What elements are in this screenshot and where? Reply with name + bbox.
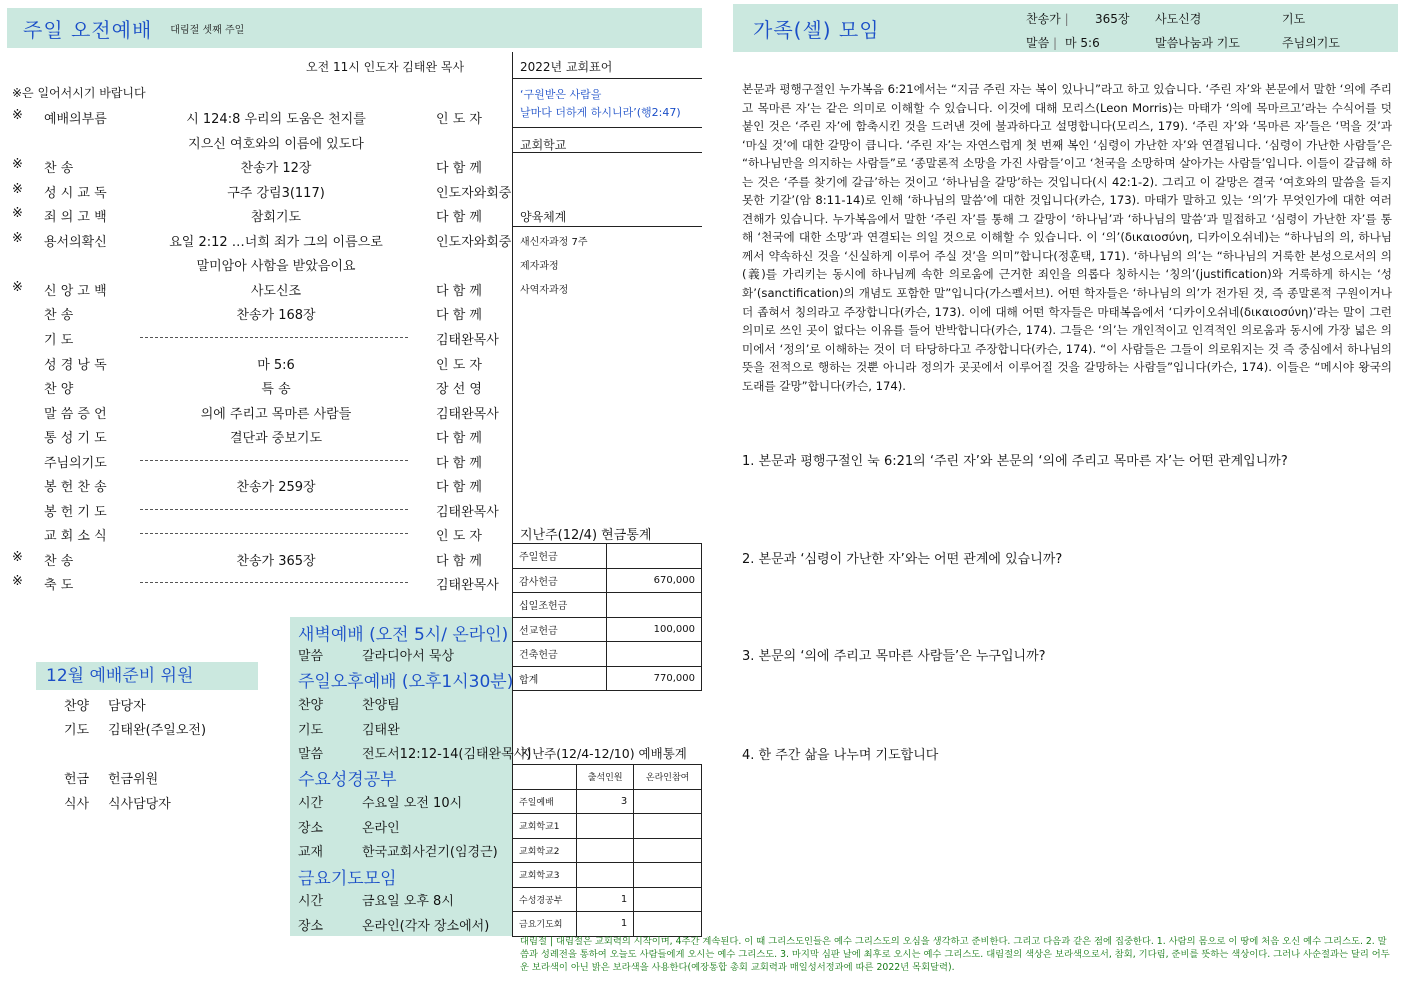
order-item-name: 찬 송: [44, 161, 74, 177]
advent-footnote: [520, 935, 1393, 974]
word-label: 말씀 |: [1026, 36, 1058, 50]
stand-mark: ※: [12, 574, 23, 590]
order-row: [0, 104, 510, 129]
dawn-value: 갈라디아서 묵상: [362, 649, 455, 664]
page-title: 주일 오전예배: [23, 17, 153, 42]
committee-role: 식사: [64, 797, 90, 812]
dash-line: [140, 582, 408, 583]
offering-row: [513, 666, 702, 691]
afternoon-value: 전도서12:12-14(김태완목사): [362, 747, 532, 762]
offering-label: 건축헌금: [513, 642, 607, 667]
order-item-leader: 인도자와회중: [436, 185, 512, 201]
order-item-leader: 다 함 께: [436, 553, 482, 569]
sharing: 말씀나눔과 기도: [1155, 36, 1240, 50]
order-item-leader: 인 도 자: [436, 112, 482, 127]
order-item-name: 통 성 기 도: [44, 431, 107, 447]
order-row: [0, 570, 510, 595]
page-subtitle: 대림절 셋째 주일: [170, 24, 245, 36]
offering-amount: 770,000: [607, 666, 702, 691]
attendance-label: 교회학교3: [513, 863, 577, 888]
course-item: 제자과정: [520, 261, 559, 272]
offering-label: 십일조헌금: [513, 593, 607, 618]
attendance-count: 3: [577, 789, 634, 814]
order-item-content: 찬송가 168장: [236, 308, 316, 324]
order-row: [0, 546, 510, 571]
offering-label: 선교헌금: [513, 617, 607, 642]
attendance-col-header: 온라인참여: [634, 765, 702, 790]
order-item-leader: 다 함 께: [436, 161, 482, 177]
attendance-online: [634, 789, 702, 814]
offering-amount: [607, 642, 702, 667]
order-row: [0, 521, 510, 546]
divider-nurture: [512, 226, 702, 227]
order-item-leader: 장 선 영: [436, 382, 482, 398]
order-item-content: 찬송가 12장: [240, 161, 312, 177]
order-row: [0, 423, 510, 448]
attendance-label: 주일예배: [513, 789, 577, 814]
offering-row: [513, 544, 702, 569]
attendance-col-header: 출석인원: [577, 765, 634, 790]
order-item-leader: 김태완목사: [436, 504, 499, 520]
motto-line-1: ‘구원받은 사람을: [520, 88, 602, 101]
attendance-title: 지난주(12/4-12/10) 예배통계: [520, 746, 687, 761]
wed-label: 교재: [298, 845, 324, 860]
order-item-name: 신 앙 고 백: [44, 283, 107, 299]
motto-line-2: 날마다 더하게 하시니라’(행2:47): [520, 106, 681, 119]
order-item-content: 요일 2:12 …너희 죄가 그의 이름으로: [169, 234, 383, 250]
fri-label: 장소: [298, 918, 324, 934]
order-row: [0, 448, 510, 473]
dash-line: [140, 509, 408, 510]
offering-title: 지난주(12/4) 현금통계: [520, 528, 652, 543]
order-item-leader: 김태완목사: [436, 578, 499, 594]
offering-amount: [607, 544, 702, 569]
order-item-content: 결단과 중보기도: [229, 431, 323, 447]
stand-mark: ※: [12, 108, 23, 123]
offering-row: [513, 642, 702, 667]
attendance-count: 1: [577, 887, 634, 912]
fri-value: 금요일 오후 8시: [362, 894, 454, 909]
attendance-count: 1: [577, 912, 634, 937]
order-row: [0, 497, 510, 522]
afternoon-label: 찬양: [298, 698, 324, 713]
fri-title: 금요기도모임: [298, 869, 397, 889]
order-item-name: 봉 헌 찬 송: [44, 480, 107, 496]
order-item-leader: 다 함 께: [436, 210, 482, 226]
order-item-name: 주님의기도: [44, 455, 107, 471]
committee-role: 헌금: [64, 772, 90, 787]
order-item-leader: 인도자와회중: [436, 234, 512, 250]
question-4: 4. 한 주간 삶을 나누며 기도합니다: [742, 748, 939, 763]
wed-value: 수요일 오전 10시: [362, 796, 463, 811]
attendance-row: [513, 912, 702, 937]
stand-mark: ※: [12, 230, 23, 246]
motto-title: 2022년 교회표어: [520, 60, 613, 74]
footnote-text: 대림절은 교회력의 시작이며, 4주간 계속된다. 이 때 그리스도인들은 예수 그리스도의 오심을 생각하고 준비한다. 그리고 다음과 같은 점에 집중한다. 1. 사람의 몸으로 이 땅에 처음 오신 예수 그리스도. 2. 말씀과 성례전을 통하여 오늘도 사람들에게 오시는 예수 그리스도. 3. 마지막 심판 날에 최후로 오시는 예수 그리스도. 대림절의 색상은 보라색으로서, 참회, 기다림, 준비를 뜻하는 색상이다. 그러나 사순절과는 달리 어두운 보라색이 아닌 밝은 보라색을 사용한다(예장통합 총회 교회력과 매일성서정과에 따른 2022년 목회달력).: [520, 936, 1390, 973]
dash-line: [140, 460, 408, 461]
stand-mark: ※: [12, 549, 23, 565]
attendance-online: [634, 838, 702, 863]
order-item-name: 봉 헌 기 도: [44, 504, 107, 520]
order-row: [0, 472, 510, 497]
afternoon-label: 기도: [298, 722, 324, 738]
wed-value: 한국교회사걷기(임경근): [362, 845, 498, 860]
wed-value: 온라인: [362, 820, 400, 836]
order-item-content: 찬송가 365장: [236, 553, 316, 569]
committee-role: 찬양: [64, 699, 90, 714]
prayer: 기도: [1282, 12, 1306, 26]
order-row: [0, 374, 510, 399]
order-item-content: 참회기도: [250, 210, 302, 226]
order-item-name: 교 회 소 식: [44, 529, 107, 545]
course-item: 사역자과정: [520, 285, 569, 296]
order-item-content: 시 124:8 우리의 도움은 천지를: [186, 112, 366, 127]
order-row: [0, 178, 510, 203]
dash-line: [140, 533, 408, 534]
afternoon-value: 찬양팀: [362, 698, 400, 713]
attendance-count: [577, 863, 634, 888]
order-item-content: 지으신 여호와의 이름에 있도다: [188, 136, 364, 152]
attendance-row: [513, 814, 702, 839]
course-item: 새신자과정 7주: [520, 237, 588, 248]
attendance-online: [634, 887, 702, 912]
attendance-label: 교회학교1: [513, 814, 577, 839]
order-item-name: 용서의확신: [44, 234, 107, 250]
order-item-name: 성 경 낭 독: [44, 357, 107, 373]
offering-table: [512, 543, 702, 691]
hymn-value: 365장: [1095, 12, 1130, 26]
stand-mark: ※: [12, 279, 23, 295]
question-2: 2. 본문과 ‘심령이 가난한 자’와는 어떤 관계에 있습니까?: [742, 552, 1063, 567]
question-3: 3. 본문의 ‘의에 주리고 목마른 사람들’은 누구입니까?: [742, 649, 1046, 664]
order-item-leader: 다 함 께: [436, 431, 482, 447]
order-item-leader: 다 함 께: [436, 480, 482, 496]
order-item-content: 구주 강림3(117): [227, 185, 325, 201]
fri-value: 온라인(각자 장소에서): [362, 918, 490, 934]
sermon-body-text: 본문과 평행구절인 누가복음 6:21에서는 “지금 주린 자는 복이 있나니”라고 하고 있습니다. ‘주린 자’와 본문에서 말한 ‘의에 주리고 목마른 자’는 같은 의미로 이해할 수 있습니다. 이것에 대해 모리스(Leon Morris)는 마태가 ‘의에 목마르고’라는 수식어를 덧붙인 것은 ‘주린 자’에 함축시킨 것을 드러낸 것에 불과하다고 설명합니다(모리스, 179). ‘주린 자’와 ‘목마른 자’들은 ‘먹을 것’과 ‘마실 것’에 대한 갈망이 큽니다. ‘주린 자’는 자연스럽게 첫 번째 복인 ‘심령이 가난한 자’와 연결됩니다. ‘심령이 가난한 사람들’은 “하나님만을 의지하는 사람들”로 ‘종말론적 소망을 가진 사람들’이고 ‘천국을 소망하며 살아가는 사람들’입니다. 이들이 갈급해 하는 것은 ‘주를 찾기에 갈급’하는 것이고 ‘하나님을 갈망’하는 것입니다(시 42:1-2). 그리고 이 갈망은 결국 ‘여호와의 말씀을 듣지 못한 기갈’(암 8:11-14)로 인해 ‘하나님의 말씀’에 대한 것입니다(카슨, 173). 마태가 말하고 있는 ‘의’가 무엇인가에 대한 여러 견해가 있습니다. 누가복음에서 말한 ‘주린 자’를 통해 그 갈망이 ‘하나님’과 ‘하나님의 말씀’과 밀접하고 ‘심령이 가난한 자’를 통해 ‘천국에 대한 소망’과 연결되는 의일 것으로 이해할 수 있습니다. 이 ‘의’(δικαιοσύνη, 디카이오쉬네)는 “하나님의 의, 하나님께서 약속하신 것을 ‘신실하게 이루어 주실 것’을 의미”합니다(정훈택, 171). ‘하나님의 의’는 “하나님의 거룩한 본성으로서의 의(義)를 가리키는 동시에 하나님께 속한 의로움에 근거한 죄인을 의롭다 칭하시는 ‘칭의’(justification)와 거룩하게 하시는 ‘성화’(sanctification)의 개념도 포함한 말”입니다(가스펠서브). 어떤 학자들은 ‘하나님의 의’가 전가된 것, 즉 종말론적 구원이거나 더 좁혀서 칭의라고 주장합니다(카슨, 173). 이에 대해 어떤 학자들은 마태복음에서 ‘디카이오쉬네(δικαιοσύνη)’라는 말이 그런 의미로 쓰인 곳이 없다는 이유를 들어 반박합니다(카슨, 174). 그들은 ‘의’는 개인적이고 인격적인 의로움과 동시에 가장 넓은 의미에서 ‘정의’로 이해하는 것이 더 타당하다고 주장합니다(카슨, 174). “이 사람들은 그들이 의로워지는 것 즉 중심에서 하나님의 뜻을 전적으로 행하는 것뿐 아니라 정의가 곳곳에서 이루어질 것을 갈망하는 사람들”입니다(카슨, 174). 이들은 “메시야 왕국의 도래를 갈망”합니다(카슨, 174).: [742, 82, 1392, 393]
order-item-name: 죄 의 고 백: [44, 210, 107, 226]
wed-label: 장소: [298, 820, 324, 836]
attendance-row: [513, 789, 702, 814]
attendance-label: 금요기도회: [513, 912, 577, 937]
order-item-name: 말 씀 증 언: [44, 406, 107, 422]
offering-label: 합계: [513, 666, 607, 691]
order-item-content: 찬송가 259장: [236, 480, 316, 496]
attendance-count: [577, 814, 634, 839]
attendance-online: [634, 814, 702, 839]
nurture-label: 양육체계: [520, 210, 567, 224]
attendance-table: [512, 764, 702, 937]
order-row: [0, 325, 510, 350]
order-row: [0, 227, 510, 252]
order-item-leader: 인 도 자: [436, 529, 482, 545]
order-item-content: 사도신조: [250, 283, 302, 299]
stand-note: ※은 일어서시기 바랍니다: [12, 86, 146, 100]
attendance-corner: [513, 765, 577, 790]
order-item-name: 예배의부름: [44, 112, 107, 127]
dash-line: [140, 337, 408, 338]
right-title: 가족(셀) 모임: [753, 17, 880, 42]
committee-person: 헌금위원: [108, 772, 159, 787]
footnote-label: 대림절 |: [520, 936, 554, 947]
attendance-row: [513, 838, 702, 863]
school-label: 교회학교: [520, 138, 567, 152]
offering-row: [513, 593, 702, 618]
order-row: [0, 251, 510, 276]
lords-prayer: 주님의기도: [1282, 36, 1340, 50]
attendance-row: [513, 887, 702, 912]
committee-title: 12월 예배준비 위원: [36, 662, 258, 690]
dawn-label: 말씀: [298, 649, 324, 664]
offering-row: [513, 568, 702, 593]
order-item-leader: 김태완목사: [436, 406, 499, 422]
order-item-name: 성 시 교 독: [44, 185, 107, 201]
stand-mark: ※: [12, 157, 23, 173]
hymn-label: 찬송가 |: [1026, 12, 1069, 26]
divider-school-bottom: [512, 152, 702, 153]
order-item-name: 축 도: [44, 578, 74, 594]
afternoon-title: 주일오후예배 (오후1시30분): [298, 672, 514, 692]
order-item-leader: 인 도 자: [436, 357, 482, 373]
order-item-content: 말미암아 사함을 받았음이요: [196, 259, 356, 275]
service-info: 오전 11시 인도자 김태완 목사: [306, 60, 465, 74]
order-item-content: 특 송: [261, 382, 291, 398]
creed: 사도신경: [1155, 12, 1202, 26]
divider-motto: [512, 78, 702, 79]
attendance-label: 수성경공부: [513, 887, 577, 912]
offering-amount: 100,000: [607, 617, 702, 642]
left-header-band: [7, 8, 702, 48]
divider-school-top: [512, 127, 702, 128]
order-item-name: 찬 송: [44, 553, 74, 569]
order-item-content: 의에 주리고 목마른 사람들: [200, 406, 352, 422]
order-row: [0, 153, 510, 178]
afternoon-value: 김태완: [362, 722, 400, 738]
order-item-name: 찬 양: [44, 382, 74, 398]
stand-mark: ※: [12, 181, 23, 197]
fri-label: 시간: [298, 894, 324, 909]
order-item-name: 기 도: [44, 332, 74, 348]
attendance-count: [577, 838, 634, 863]
committee-person: 담당자: [108, 699, 146, 714]
committee-person: 김태완(주일오전): [108, 723, 207, 738]
attendance-header: [513, 765, 702, 790]
order-row: [0, 399, 510, 424]
afternoon-label: 말씀: [298, 747, 324, 762]
offering-label: 주일헌금: [513, 544, 607, 569]
attendance-label: 교회학교2: [513, 838, 577, 863]
committee-person: 식사담당자: [108, 797, 171, 812]
offering-row: [513, 617, 702, 642]
order-item-leader: 다 함 께: [436, 455, 482, 471]
wed-title: 수요성경공부: [298, 770, 397, 790]
order-item-name: 찬 송: [44, 308, 74, 324]
question-1: 1. 본문과 평행구절인 눅 6:21의 ‘주린 자’와 본문의 ‘의에 주리고 목마른 자’는 어떤 관계입니까?: [742, 454, 1288, 469]
order-row: [0, 350, 510, 375]
offering-amount: [607, 593, 702, 618]
order-row: [0, 300, 510, 325]
attendance-online: [634, 912, 702, 937]
word-value: 마 5:6: [1065, 36, 1100, 50]
dawn-title: 새벽예배 (오전 5시/ 온라인): [298, 625, 509, 645]
order-item-content: 마 5:6: [257, 357, 295, 373]
attendance-row: [513, 863, 702, 888]
committee-role: 기도: [64, 723, 90, 738]
attendance-online: [634, 863, 702, 888]
stand-mark: ※: [12, 206, 23, 222]
offering-amount: 670,000: [607, 568, 702, 593]
order-row: [0, 276, 510, 301]
wed-label: 시간: [298, 796, 324, 811]
order-row: [0, 129, 510, 154]
order-item-leader: 김태완목사: [436, 332, 499, 348]
order-row: [0, 202, 510, 227]
offering-label: 감사헌금: [513, 568, 607, 593]
order-item-leader: 다 함 께: [436, 308, 482, 324]
order-item-leader: 다 함 께: [436, 283, 482, 299]
